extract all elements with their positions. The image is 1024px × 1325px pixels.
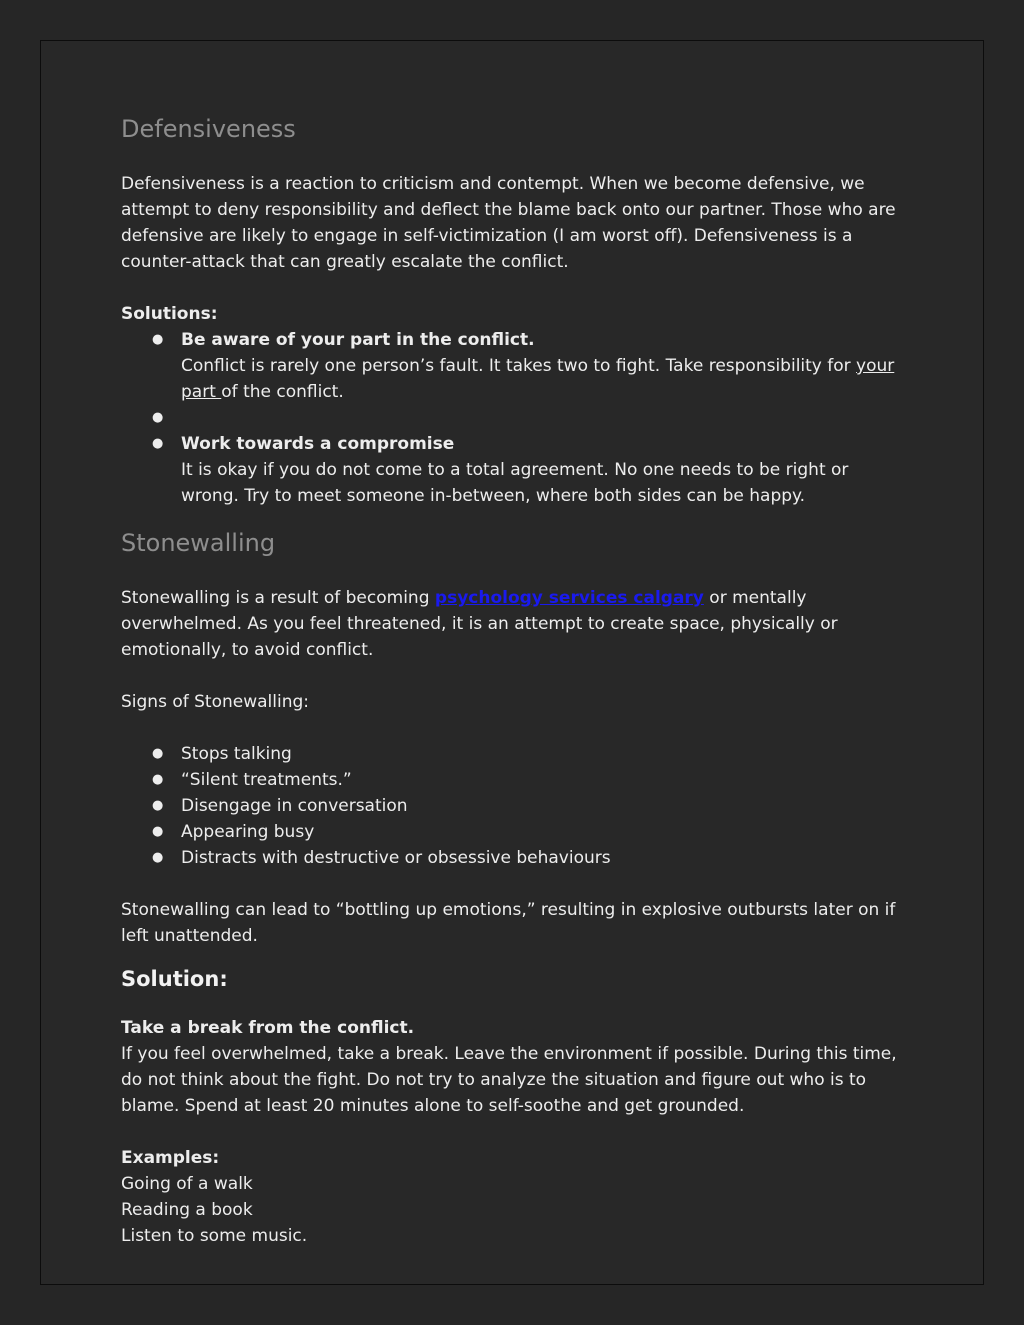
example-item: Listen to some music. — [121, 1226, 308, 1246]
stonewalling-intro — [121, 585, 911, 663]
stonewalling-intro-start: Stonewalling is a result of becoming — [121, 588, 435, 608]
solutions-label: Solutions: — [121, 304, 218, 324]
solution-item-body — [181, 353, 911, 405]
document-content — [121, 113, 911, 1249]
sign-item: ● Disengage in conversation — [121, 793, 911, 819]
psychology-services-link[interactable]: psychology services calgary — [434, 588, 704, 608]
defensiveness-heading: Defensiveness — [121, 115, 296, 143]
defensiveness-paragraph: Defensiveness is a reaction to criticism and contempt. When we become defensive, we attempt to deny responsibility and deflect the blame back onto our partner. Those who are defensive are likely to engage in self-victimization (I am worst off). Defensiveness is a counter-attack that can greatly escalate the conflict. — [121, 174, 896, 272]
example-item: Reading a book — [121, 1200, 253, 1220]
solution-heading: Solution: — [121, 967, 228, 991]
solution-body: If you feel overwhelmed, take a break. Leave the environment if possible. During this time, do not think about the fight. Do not try to analyze the situation and figure out who is to blame. Spend at least 20 minutes alone to self-soothe and get grounded. — [121, 1044, 897, 1116]
solution-item-body-text-end: of the conflict. — [221, 382, 344, 402]
solution-item — [121, 431, 911, 509]
sign-item: ● Stops talking — [121, 741, 911, 767]
solution-item-body: It is okay if you do not come to a total agreement. No one needs to be right or wrong. Try to meet someone in-between, where both sides can be happy. — [181, 460, 849, 506]
stonewalling-closing: Stonewalling can lead to “bottling up emotions,” resulting in explosive outbursts later on if left unattended. — [121, 900, 896, 946]
sign-item: ● Distracts with destructive or obsessive behaviours — [121, 845, 911, 871]
solution-item-title: ● Be aware of your part in the conflict. — [181, 330, 535, 350]
solutions-list — [121, 327, 911, 509]
sign-item: ● Appearing busy — [121, 819, 911, 845]
solution-item-body-text: Conflict is rarely one person’s fault. It takes two to fight. Take responsibility for — [181, 356, 857, 376]
stonewalling-heading: Stonewalling — [121, 529, 276, 557]
signs-list — [121, 741, 911, 871]
your-part-link[interactable]: your part — [181, 356, 895, 402]
sign-item: ● “Silent treatments.” — [121, 767, 911, 793]
example-item: Going of a walk — [121, 1174, 253, 1194]
solution-title: Take a break from the conflict. — [121, 1018, 415, 1038]
stonewalling-intro-end: or mentally overwhelmed. As you feel threatened, it is an attempt to create space, physically or emotionally, to avoid conflict. — [121, 588, 838, 660]
signs-label: Signs of Stonewalling: — [121, 692, 310, 712]
examples-label: Examples: — [121, 1148, 220, 1168]
solution-item-title: ● Work towards a compromise — [181, 434, 455, 454]
document-page — [40, 40, 984, 1285]
solution-item — [121, 327, 911, 405]
